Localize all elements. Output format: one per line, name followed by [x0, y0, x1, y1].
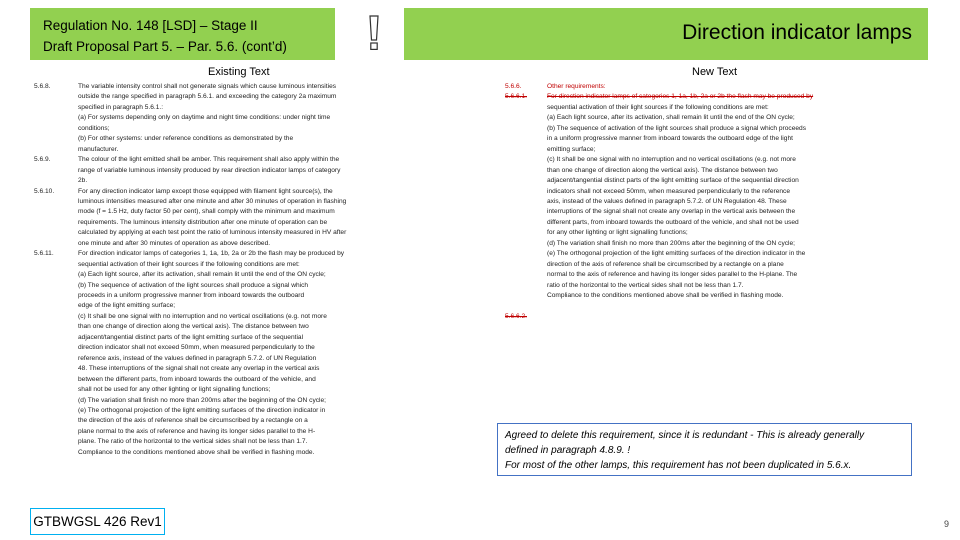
deleted-paragraph-number: 5.6.6.1.: [505, 93, 527, 101]
text-line: proceeds in a uniform progressive manner from inboard towards the outboard: [78, 292, 305, 299]
text-line: The variable intensity control shall not generate signals which cause luminous intensities: [78, 83, 337, 90]
text-line: emitting surface;: [547, 145, 596, 153]
text-line: one minute and after 30 minutes of operation as above described.: [78, 239, 271, 247]
text-line: for any other lighting or light signalling functions;: [547, 229, 688, 237]
text-line: axis, instead of the values defined in paragraph 5.7.2. of UN Regulation 48. These: [547, 197, 787, 205]
text-line: than one change of direction along the vertical axis). The distance between two: [78, 323, 309, 331]
text-line: plane normal to the axis of reference and having its longer sides parallel to the H-: [78, 427, 316, 435]
text-line: (b) For other systems: under reference conditions as demonstrated by the: [78, 135, 294, 143]
text-line: plane. The ratio of the horizontal to the vertical sides shall not be less than 1.7.: [78, 438, 308, 446]
paragraph-number: 5.6.10.: [34, 187, 55, 195]
new-text-heading: New Text: [692, 66, 738, 78]
paragraph-number: 5.6.9.: [34, 156, 51, 164]
text-line: 2b.: [78, 177, 88, 185]
text-line: specified in paragraph 5.6.1.:: [78, 103, 164, 111]
text-line: ratio of the horizontal to the vertical sides shall not be less than 1.7.: [547, 281, 744, 289]
text-line: normal to the axis of reference and having its longer sides parallel to the H-plane. The: [547, 271, 798, 279]
text-line: (b) The sequence of activation of the light sources shall produce a signal which proceeds: [547, 124, 807, 132]
text-line: For any direction indicator lamp except those equipped with filament light source(s), the: [78, 187, 333, 195]
text-line: (d) The variation shall finish no more than 200ms after the beginning of the ON cycle;: [547, 239, 796, 247]
text-line: interruptions of the signal shall not create any overlap in the vertical axis between the: [547, 208, 796, 216]
existing-text-heading: Existing Text: [208, 66, 270, 78]
header-left-banner: [30, 8, 335, 60]
paragraph-number: 5.6.8.: [34, 83, 51, 90]
text-line: (a) For systems depending only on daytime and night time conditions: under night time: [78, 114, 331, 122]
text-line: different parts, from inboard towards the outboard of the vehicle, and shall not be used: [547, 218, 799, 226]
text-line: sequential activation of their light sources if the following conditions are met:: [547, 103, 769, 111]
text-line: Other requirements:: [547, 83, 606, 90]
header-right-banner: [404, 8, 928, 60]
text-line: calculated by applying at each test point the ratio of luminous intensity measured in HV after: [78, 229, 347, 237]
text-line: direction of the axis of reference shall be circumscribed by a rectangle on a plane: [547, 260, 784, 268]
text-line: (c) It shall be one signal with no interruption and no vertical oscillations (e.g. not more: [547, 156, 796, 164]
text-line: The colour of the light emitted shall be amber. This requirement shall also apply within the: [78, 156, 340, 164]
text-line: luminous intensities measured after one minute and after 30 minutes of operation in flashing: [78, 197, 347, 205]
text-line: (b) The sequence of activation of the light sources shall produce a signal which: [78, 281, 309, 289]
text-line: mode (f = 1.5 Hz, duty factor 50 per cent), shall comply with the minimum and maximum: [78, 208, 335, 216]
text-line: (a) Each light source, after its activation, shall remain lit until the end of the ON cycle;: [78, 271, 326, 279]
text-line: adjacent/tangential distinct parts of the light emitting surface of the sequential: [78, 333, 304, 341]
paragraph-number: 5.6.6.: [505, 83, 522, 90]
text-line: (a) Each light source, after its activation, shall remain lit until the end of the ON cycle;: [547, 114, 795, 122]
comment-box: [497, 423, 912, 476]
text-line: in a uniform progressive manner from inboard towards the outboard edge of the light: [547, 135, 793, 143]
text-line: than one change of direction along the vertical axis). The distance between two: [547, 166, 778, 174]
deleted-text-line: For direction indicator lamps of categories 1, 1a, 1b, 2a or 2b the flash may be produced by: [547, 93, 814, 101]
regulation-title: Regulation No. 148 [LSD] – Stage II: [43, 18, 258, 33]
text-line: indicators shall not exceed 50mm, when measured perpendicularly to the reference: [547, 187, 791, 195]
text-line: manufacturer.: [78, 145, 119, 153]
document-reference: GTBWGSL 426 Rev1: [30, 508, 165, 535]
comment-line: Agreed to delete this requirement, since it is redundant - This is already generally: [505, 430, 865, 441]
text-line: direction indicator shall not exceed 50mm, when measured perpendicularly to the: [78, 344, 315, 352]
text-line: (d) The variation shall finish no more than 200ms after the beginning of the ON cycle;: [78, 396, 327, 404]
text-line: (e) The orthogonal projection of the light emitting surfaces of the direction indicator in: [78, 406, 326, 414]
text-line: Compliance to the conditions mentioned above shall be verified in flashing mode.: [78, 448, 315, 456]
text-line: the direction of the axis of reference shall be circumscribed by a rectangle on a: [78, 417, 308, 425]
draft-proposal-subtitle: Draft Proposal Part 5. – Par. 5.6. (cont’d): [43, 39, 287, 54]
text-line: Compliance to the conditions mentioned above shall be verified in flashing mode.: [547, 292, 784, 299]
page-number: 9: [944, 519, 950, 529]
text-line: outside the range specified in paragraph 5.6.1. and exceeding the category 2a maximum: [78, 93, 337, 101]
paragraph-number: 5.6.11.: [34, 250, 54, 258]
text-line: conditions;: [78, 124, 110, 132]
text-line: reference axis, instead of the values defined in paragraph 5.7.2. of UN Regulation: [78, 354, 317, 362]
comment-line: defined in paragraph 4.8.9. !: [505, 445, 631, 456]
page-title: Direction indicator lamps: [682, 21, 912, 44]
text-line: requirements. The luminous intensity distribution after one minute of operation can be: [78, 218, 328, 226]
text-line: shall not be used for any other lighting or light signalling functions;: [78, 386, 271, 394]
deleted-paragraph-number: 5.6.6.2.: [505, 313, 527, 320]
exclamation-icon: [363, 14, 385, 52]
text-line: (e) The orthogonal projection of the light emitting surfaces of the direction indicator in the: [547, 250, 806, 258]
text-line: range of variable luminous intensity produced by rear direction indicator lamps of category: [78, 166, 341, 174]
text-line: between the different parts, from inboard towards the outboard of the vehicle, and: [78, 375, 316, 383]
comment-line: For most of the other lamps, this requirement has not been duplicated in 5.6.x.: [505, 460, 852, 471]
new-text-column: [505, 82, 935, 322]
text-line: sequential activation of their light sources if the following conditions are met:: [78, 260, 300, 268]
text-line: 48. These interruptions of the signal shall not create any overlap in the vertical axis: [78, 365, 320, 373]
text-line: adjacent/tangential distinct parts of the light emitting surface of the sequential direction: [547, 177, 799, 185]
existing-text-column: [34, 82, 454, 482]
text-line: edge of the light emitting surface;: [78, 302, 176, 310]
text-line: (c) It shall be one signal with no interruption and no vertical oscillations (e.g. not more: [78, 312, 327, 320]
text-line: For direction indicator lamps of categories 1, 1a, 1b, 2a or 2b the flash may be produced by: [78, 250, 345, 258]
